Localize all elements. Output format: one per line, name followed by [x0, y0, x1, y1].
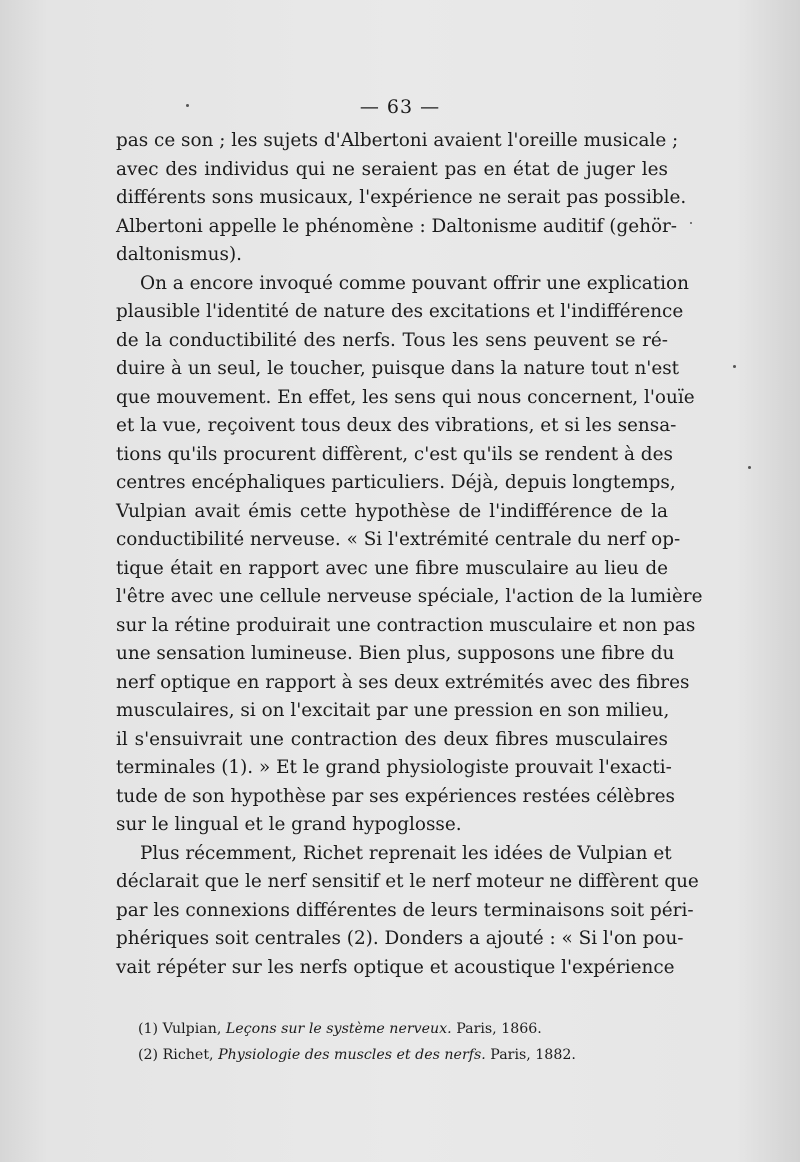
text-line: daltonismus).: [116, 244, 242, 265]
body-text: [116, 127, 703, 982]
text-line: différents sons musicaux, l'expérience ne serait pas possible.: [116, 187, 687, 208]
text-line: tions qu'ils procurent diffèrent, c'est qu'ils se rendent à des: [116, 443, 673, 465]
text-line: déclarait que le nerf sensitif et le nerf moteur ne diffèrent que: [116, 871, 699, 892]
paragraph-start-line: On a encore invoqué comme pouvant offrir une explication: [140, 272, 689, 294]
text-line: Albertoni appelle le phénomène : Daltonisme auditif (gehör-: [116, 215, 678, 237]
text-line: il s'ensuivrait une contraction des deux fibres musculaires: [116, 728, 668, 750]
footnote-place-date: Paris, 1882.: [490, 1047, 576, 1063]
footnote-marker: (2): [138, 1047, 159, 1063]
footnote-1: [138, 1016, 658, 1042]
text-line: plausible l'identité de nature des excitations et l'indifférence: [116, 301, 684, 322]
text-line: par les connexions différentes de leurs terminaisons soit péri-: [116, 899, 694, 921]
text-line: que mouvement. En effet, les sens qui nous concernent, l'ouïe: [116, 386, 695, 408]
scan-speck: [690, 222, 692, 224]
text-line: une sensation lumineuse. Bien plus, supposons une fibre du: [116, 643, 675, 664]
footnote-2: [138, 1042, 658, 1068]
text-line: sur le lingual et le grand hypoglosse.: [116, 814, 462, 835]
text-line: musculaires, si on l'excitait par une pression en son milieu,: [116, 700, 670, 721]
text-line: conductibilité nerveuse. « Si l'extrémité centrale du nerf op-: [116, 529, 681, 550]
footnote-marker: (1): [138, 1021, 159, 1037]
text-line: l'être avec une cellule nerveuse spéciale, l'action de la lumière: [116, 586, 703, 607]
text-line: de la conductibilité des nerfs. Tous les sens peuvent se ré-: [116, 329, 668, 351]
text-line: pas ce son ; les sujets d'Albertoni avaient l'oreille musicale ;: [116, 130, 679, 151]
text-line: tique était en rapport avec une fibre musculaire au lieu de: [116, 557, 668, 579]
text-line: sur la rétine produirait une contraction musculaire et non pas: [116, 614, 696, 636]
text-line: terminales (1). » Et le grand physiologiste prouvait l'exacti-: [116, 757, 672, 778]
footnote-title: Leçons sur le système nerveux.: [225, 1021, 452, 1037]
text-line: duire à un seul, le toucher, puisque dans la nature tout n'est: [116, 358, 680, 379]
text-line: tude de son hypothèse par ses expériences restées célèbres: [116, 785, 675, 807]
scan-speck: [733, 365, 736, 368]
footnote-place-date: Paris, 1866.: [456, 1021, 542, 1037]
scan-speck: [748, 466, 751, 469]
text-line: vait répéter sur les nerfs optique et acoustique l'expérience: [116, 956, 675, 978]
footnote-author: Richet,: [162, 1047, 214, 1063]
footnotes: [138, 1016, 658, 1068]
text-line: avec des individus qui ne seraient pas en état de juger les: [116, 158, 668, 180]
page-number: — 63 —: [359, 96, 441, 118]
text-line: phériques soit centrales (2). Donders a ajouté : « Si l'on pou-: [116, 928, 684, 949]
scan-speck: [186, 104, 189, 107]
text-line: et la vue, reçoivent tous deux des vibrations, et si les sensa-: [116, 415, 677, 436]
text-line: centres encéphaliques particuliers. Déjà, depuis longtemps,: [116, 472, 676, 493]
text-line: Vulpian avait émis cette hypothèse de l'indifférence de la: [116, 500, 668, 522]
paragraph-start-line: Plus récemment, Richet reprenait les idées de Vulpian et: [140, 842, 672, 864]
text-line: nerf optique en rapport à ses deux extrémités avec des fibres: [116, 671, 690, 693]
footnote-author: Vulpian,: [162, 1021, 222, 1037]
footnote-title: Physiologie des muscles et des nerfs.: [218, 1047, 486, 1063]
